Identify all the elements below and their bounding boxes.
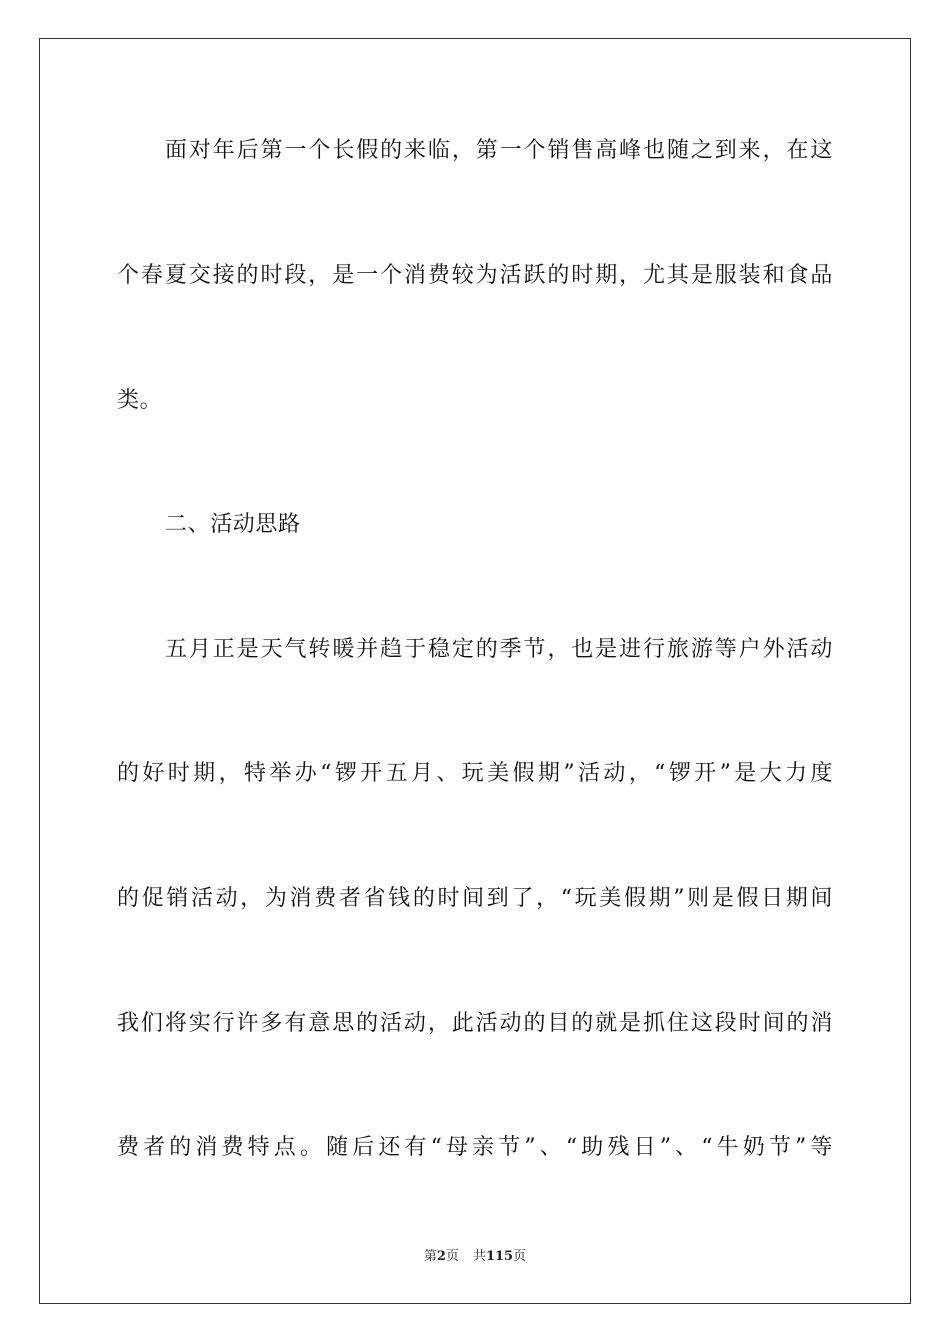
paragraph-line-8: 费者的消费特点。随后还有“母亲节”、“助残日”、“牛奶节”等 xyxy=(117,1135,833,1160)
footer-total-suffix: 页 xyxy=(513,1249,527,1264)
footer-total-prefix: 共 xyxy=(472,1249,486,1264)
footer-page-prefix: 第 xyxy=(423,1249,437,1264)
paragraph-line-1: 面对年后第一个长假的来临，第一个销售高峰也随之到来，在这 xyxy=(165,138,833,163)
footer-page-suffix: 页 xyxy=(445,1249,459,1264)
footer-page-number: 2 xyxy=(436,1249,446,1264)
paragraph-line-3: 类。 xyxy=(117,388,163,413)
paragraph-line-2: 个春夏交接的时段，是一个消费较为活跃的时期，尤其是服装和食品 xyxy=(117,263,833,288)
paragraph-line-6: 的促销活动，为消费者省钱的时间到了，“玩美假期”则是假日期间 xyxy=(117,886,833,911)
page-border xyxy=(39,38,911,1304)
section-heading: 二、活动思路 xyxy=(165,512,301,537)
page-footer xyxy=(0,1248,950,1266)
paragraph-line-5: 的好时期，特举办“锣开五月、玩美假期”活动，“锣开”是大力度 xyxy=(117,761,833,786)
paragraph-line-4: 五月正是天气转暖并趋于稳定的季节，也是进行旅游等户外活动 xyxy=(165,637,833,662)
paragraph-line-7: 我们将实行许多有意思的活动，此活动的目的就是抓住这段时间的消 xyxy=(117,1011,833,1036)
footer-total-pages: 115 xyxy=(485,1249,514,1264)
